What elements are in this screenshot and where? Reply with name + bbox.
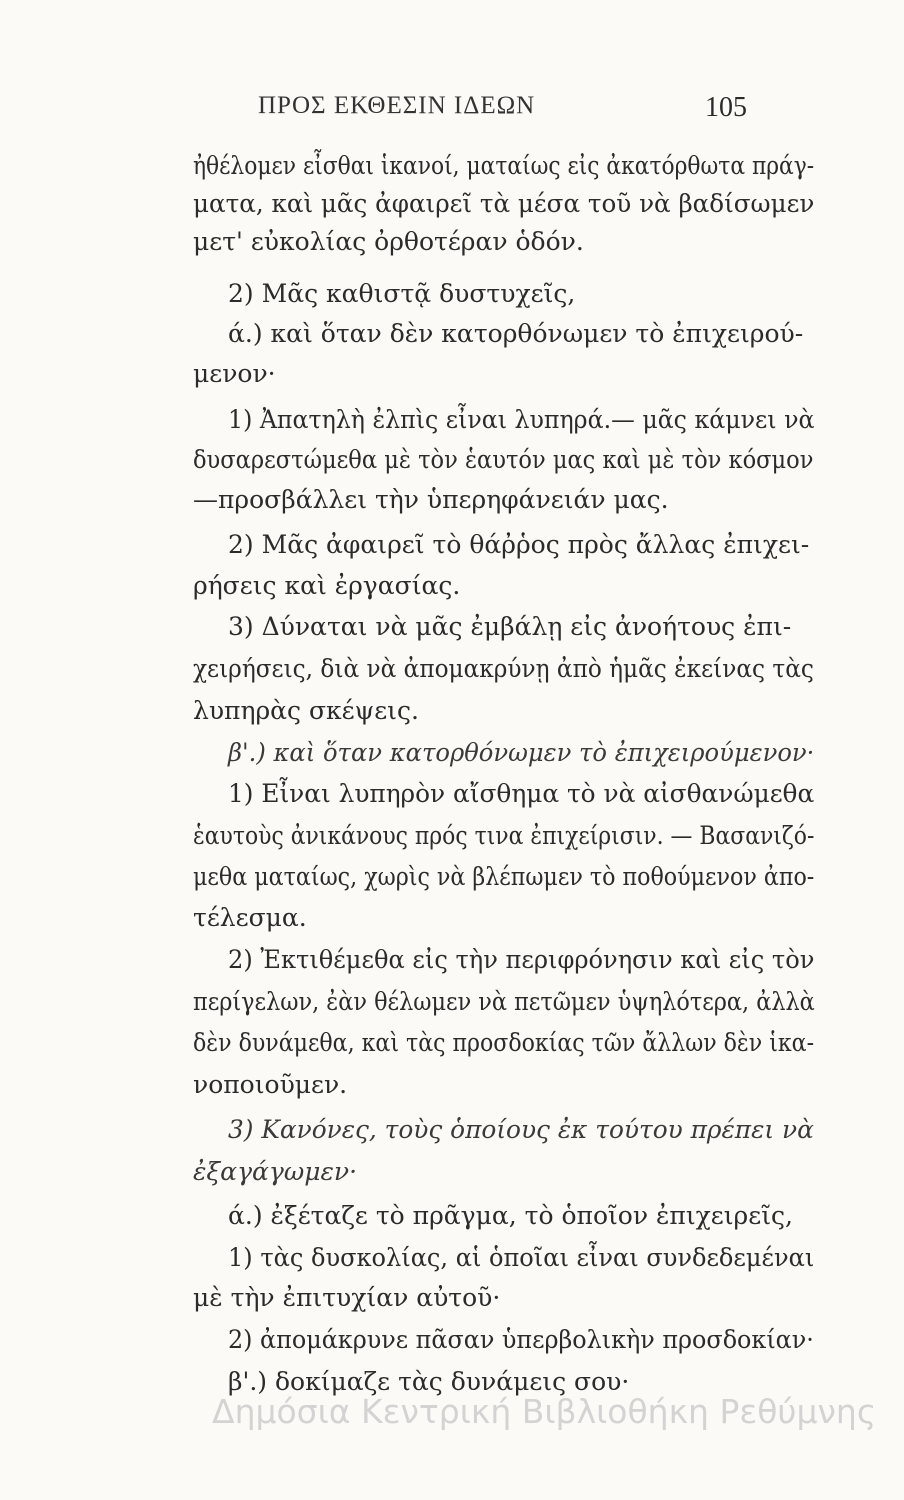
text-line: ἑαυτοὺς ἀνικάνους πρός τινα ἐπιχείρισιν. — Βασανιζό- bbox=[193, 821, 815, 850]
library-watermark: Δημόσια Κεντρική Βιβλιοθήκη Ρεθύμνης bbox=[212, 1392, 877, 1431]
text-line: ρήσεις καὶ ἐργασίας. bbox=[193, 571, 461, 600]
page-number: 105 bbox=[705, 92, 747, 123]
text-line: μετ' εὐκολίας ὀρθοτέραν ὁδόν. bbox=[193, 227, 584, 256]
text-line: 3) Κανόνες, τοὺς ὁποίους ἐκ τούτου πρέπει νὰ bbox=[228, 1115, 814, 1144]
text-line: χειρήσεις, διὰ νὰ ἀπομακρύνῃ ἀπὸ ἡμᾶς ἐκείνας τὰς bbox=[193, 654, 814, 683]
text-line: μεθα ματαίως, χωρὶς νὰ βλέπωμεν τὸ ποθούμενον ἀπο- bbox=[193, 862, 815, 891]
text-line: ἐξαγάγωμεν· bbox=[193, 1157, 358, 1186]
text-line: ἠθέλομεν εἶσθαι ἱκανοί, ματαίως εἰς ἀκατόρθωτα πράγ- bbox=[193, 151, 815, 180]
text-line: 2) Ἐκτιθέμεθα εἰς τὴν περιφρόνησιν καὶ εἰς τὸν bbox=[228, 945, 815, 974]
text-line: 3) Δύναται νὰ μᾶς ἐμβάλῃ εἰς ἀνοήτους ἐπι- bbox=[228, 612, 792, 641]
text-line: τέλεσμα. bbox=[193, 903, 307, 932]
text-line: ά.) ἐξέταζε τὸ πρᾶγμα, τὸ ὁποῖον ἐπιχειρεῖς, bbox=[228, 1201, 793, 1230]
text-line: περίγελων, ἐὰν θέλωμεν νὰ πετῶμεν ὑψηλότερα, ἀλλὰ bbox=[193, 987, 815, 1016]
text-line: ματα, καὶ μᾶς ἀφαιρεῖ τὰ μέσα τοῦ νὰ βαδίσωμεν bbox=[193, 189, 815, 218]
text-line: β'.) δοκίμαζε τὰς δυνάμεις σου· bbox=[228, 1367, 630, 1396]
text-line: ά.) καὶ ὅταν δὲν κατορθόνωμεν τὸ ἐπιχειρού- bbox=[228, 319, 804, 348]
text-line: δυσαρεστώμεθα μὲ τὸν ἑαυτόν μας καὶ μὲ τὸν κόσμον bbox=[193, 445, 814, 474]
text-line: μὲ τὴν ἐπιτυχίαν αὐτοῦ· bbox=[193, 1283, 501, 1312]
text-line: μενον· bbox=[193, 359, 276, 388]
text-line: 2) Μᾶς ἀφαιρεῖ τὸ θάῤῥος πρὸς ἄλλας ἐπιχει- bbox=[228, 530, 810, 559]
text-line: 1) Εἶναι λυπηρὸν αἴσθημα τὸ νὰ αἰσθανώμεθα bbox=[228, 779, 815, 808]
text-line: 1) Ἀπατηλὴ ἐλπὶς εἶναι λυπηρά.— μᾶς κάμνει νὰ bbox=[228, 405, 815, 434]
text-line: 1) τὰς δυσκολίας, αἱ ὁποῖαι εἶναι συνδεδεμέναι bbox=[228, 1243, 815, 1272]
page-header bbox=[0, 92, 904, 132]
running-title: ΠΡΟΣ ΕΚΘΕΣΙΝ ΙΔΕΩΝ bbox=[258, 92, 536, 119]
text-line: νοποιοῦμεν. bbox=[193, 1070, 348, 1099]
text-line: δὲν δυνάμεθα, καὶ τὰς προσδοκίας τῶν ἄλλων δὲν ἱκα- bbox=[193, 1028, 815, 1057]
text-line: 2) Μᾶς καθιστᾷ δυστυχεῖς, bbox=[228, 279, 576, 308]
text-line: λυπηρὰς σκέψεις. bbox=[193, 696, 419, 725]
text-line: —προσβάλλει τὴν ὑπερηφάνειάν μας. bbox=[193, 485, 669, 514]
text-line: 2) ἀπομάκρυνε πᾶσαν ὑπερβολικὴν προσδοκίαν· bbox=[228, 1325, 814, 1354]
text-line: β'.) καὶ ὅταν κατορθόνωμεν τὸ ἐπιχειρούμενον· bbox=[228, 738, 815, 767]
